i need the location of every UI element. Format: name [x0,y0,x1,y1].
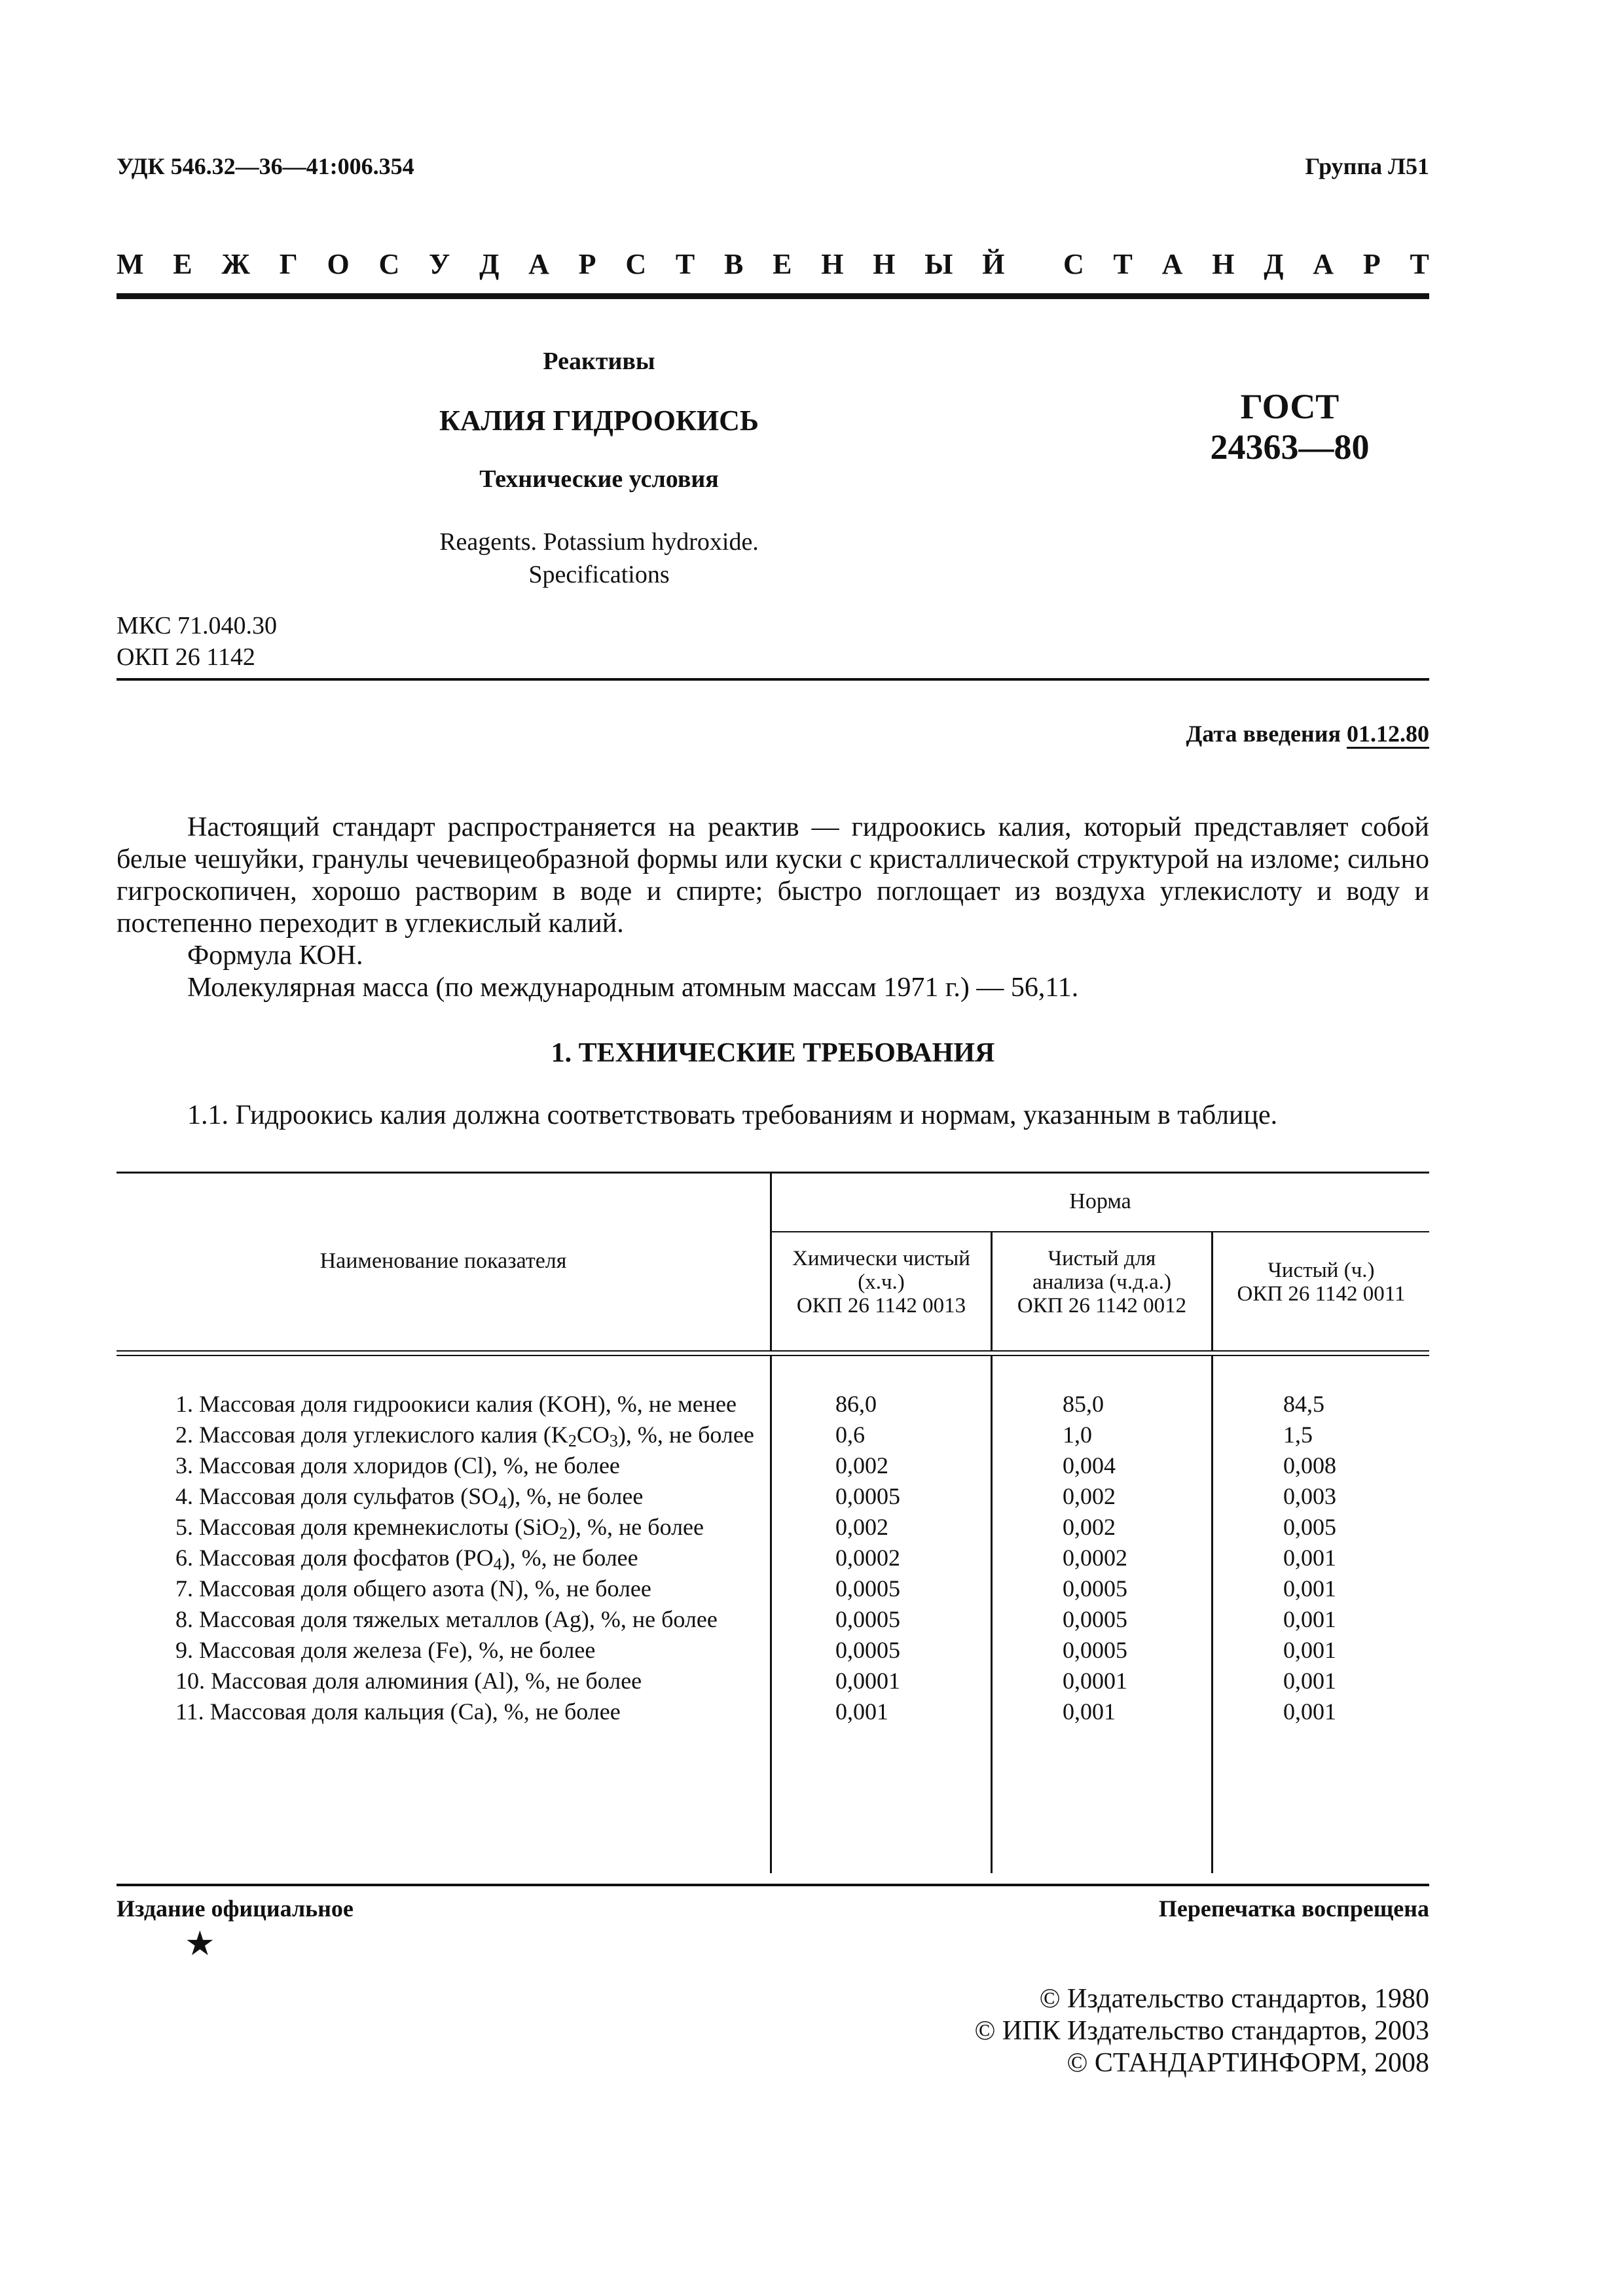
norm-value: 0,008 [1283,1452,1336,1479]
mks-code: МКС 71.040.30 [117,612,278,639]
group-code: Группа Л51 [1305,153,1429,179]
heading-letter: Д [1264,248,1284,280]
heading-letter: Е [773,248,792,280]
indicator-name: 3. Массовая доля хлоридов (Cl), %, не более [175,1452,620,1479]
copyright-line: © ИПК Издательство стандартов, 2003 [974,2016,1429,2046]
indicator-name: 8. Массовая доля тяжелых металлов (Ag), %, не более [175,1606,718,1632]
indicator-name: 2. Массовая доля углекислого калия $(K_2CO_3)$, %, не более [175,1422,754,1450]
grade-header-pure: Чистый (ч.) ОКП 26 1142 0011 [1237,1259,1406,1306]
english-title [340,526,858,591]
norm-value: 0,0002 [1063,1545,1127,1571]
star-icon: ★ [185,1926,215,1963]
standard-title: КАЛИЯ ГИДРООКИСЬ [439,404,759,437]
heading-letter: В [724,248,744,280]
heading-letter: С [1063,248,1084,280]
heading-letter: Ж [221,248,250,280]
indicator-name: 6. Массовая доля фосфатов $(PO_4)$, %, не более [175,1545,638,1573]
english-title-line1: Reagents. Potassium hydroxide. [439,528,759,556]
norm-value: 0,0005 [1063,1606,1127,1632]
norm-value: 0,001 [1283,1606,1336,1632]
norm-value: 0,002 [1063,1483,1116,1509]
heading-letter: Т [675,248,695,280]
heading-letter: Д [479,248,500,280]
scope-paragraph: Настоящий стандарт распространяется на реактив — гидроокись калия, который представляет собой белые чешуйки, гранулы чечевицеобразной формы или куски с кристаллической структурой на изломе; сильно гигроскопичен, хорошо растворим в воде и спирте; быстро поглощает из воздуха углекислоту и воду и постепенно переходит в углекислый калий. [117,812,1429,939]
norm-value: 0,001 [1283,1575,1336,1602]
norma-divider [771,1231,1429,1232]
heading-letter: Т [1113,248,1133,280]
heading-letter: Н [873,248,896,280]
norm-value: 0,002 [1063,1514,1116,1540]
norm-value: 0,001 [835,1698,888,1725]
official-edition: Издание официальное [117,1895,354,1922]
indicator-name: 4. Массовая доля сульфатов $(SO_4)$, %, не более [175,1483,644,1512]
heading-letter: Н [1212,248,1235,280]
norm-value: 0,004 [1063,1452,1116,1479]
scope-paragraphs [117,812,1429,1004]
norm-value: 0,0001 [1063,1668,1127,1694]
reagents-label: Реактивы [543,348,655,375]
table-divider [770,1356,772,1873]
heading-letter: Г [279,248,298,280]
norm-value: 0,001 [1283,1698,1336,1725]
heading-letter: Т [1410,248,1429,280]
norm-value: 0,005 [1283,1514,1336,1540]
table-row [117,1512,1429,1543]
heading-letter: У [429,248,450,280]
indicator-name: 10. Массовая доля алюминия (Al), %, не более [175,1668,642,1694]
heading-letter: О [327,248,350,280]
indicator-name: 11. Массовая доля кальция (Ca), %, не более [175,1698,621,1725]
formula-line: Формула КОН. [187,941,363,971]
table-row [117,1389,1429,1420]
table-header [117,1172,1429,1350]
reprint-prohibited: Перепечатка воспрещена [1158,1895,1429,1922]
norm-value: 0,0005 [1063,1575,1127,1602]
norm-value: 0,002 [835,1452,888,1479]
standard-subtitle: Технические условия [479,465,719,493]
norm-value: 0,0001 [835,1668,900,1694]
table-divider [1211,1356,1213,1873]
norm-value: 0,002 [835,1514,888,1540]
title-block-rule [117,678,1429,681]
table-row [117,1420,1429,1450]
heading-letter: А [1313,248,1334,280]
requirement-text: 1.1. Гидроокись калия должна соответствовать требованиям и нормам, указанным в таблице. [187,1100,1278,1130]
gost-label: ГОСТ [1240,387,1340,426]
indicator-name: 1. Массовая доля гидроокиси калия (KOH), %, не менее [175,1391,737,1417]
table-row [117,1696,1429,1727]
copyright-line: © Издательство стандартов, 1980 [1039,1984,1429,2014]
english-title-line2: Specifications [528,561,670,588]
norm-value: 0,001 [1283,1668,1336,1694]
indicator-name: 9. Массовая доля железа (Fe), %, не более [175,1637,596,1663]
okp-code: ОКП 26 1142 [117,643,255,671]
table-row [117,1604,1429,1635]
heading-letter: Р [1362,248,1381,280]
copyright-block [974,1983,1429,2079]
section-heading: 1. ТЕХНИЧЕСКИЕ ТРЕБОВАНИЯ [551,1038,995,1068]
heading-letter: Й [982,248,1005,280]
norm-value: 86,0 [835,1391,877,1417]
footer-rule [117,1884,1429,1886]
heading-letter: М [117,248,144,280]
introduction-date-value: 01.12.80 [1347,721,1429,747]
table-row [117,1543,1429,1573]
introduction-date [1186,720,1430,747]
norm-value: 0,0005 [835,1637,900,1663]
heading-letter: С [378,248,400,280]
classification-codes [117,610,277,673]
table-rows [117,1389,1429,1727]
column-header-name: Наименование показателя [319,1249,567,1273]
norm-value: 85,0 [1063,1391,1104,1417]
table-row [117,1635,1429,1666]
molar-mass-line: Молекулярная масса (по международным атомным массам 1971 г.) — 56,11. [187,973,1079,1003]
norm-value: 0,0005 [835,1606,900,1632]
norm-value: 0,001 [1283,1545,1336,1571]
heading-letter: Н [821,248,844,280]
introduction-date-label: Дата введения [1186,721,1341,747]
grade-header-analytical: Чистый для анализа (ч.д.а.) ОКП 26 1142 0012 [1017,1247,1187,1318]
requirements-table [117,1172,1429,1873]
norm-value: 0,0002 [835,1545,900,1571]
table-row [117,1666,1429,1696]
indicator-name: 5. Массовая доля кремнекислоты (SiO$_2$), %, не более [175,1514,704,1543]
grade-header-chemically-pure: Химически чистый (х.ч.) ОКП 26 1142 0013 [792,1247,970,1318]
norm-value: 0,001 [1283,1637,1336,1663]
heading-letter: А [528,248,549,280]
heading-letter: С [625,248,647,280]
heading-letter: А [1161,248,1183,280]
table-row [117,1573,1429,1604]
norm-value: 0,003 [1283,1483,1336,1509]
udk-code: УДК 546.32—36—41:006.354 [117,153,414,179]
gost-designation [1152,386,1427,467]
table-body [117,1356,1429,1873]
column-header-norma: Норма [1069,1189,1131,1213]
table-row [117,1450,1429,1481]
gost-number: 24363—80 [1210,427,1370,467]
table-divider [991,1356,993,1873]
copyright-line: © СТАНДАРТИНФОРМ, 2008 [1067,2048,1429,2078]
norm-value: 0,0005 [835,1575,900,1602]
heading-letter: Р [578,248,596,280]
interstate-standard-heading [117,247,1429,281]
norm-value: 0,6 [835,1422,865,1448]
norm-value: 1,0 [1063,1422,1092,1448]
norm-value: 0,0005 [835,1483,900,1509]
header-rule-1 [117,1350,1429,1352]
header-rule [117,293,1429,299]
heading-letter: Е [173,248,192,280]
norm-value: 84,5 [1283,1391,1324,1417]
norm-value: 0,0005 [1063,1637,1127,1663]
norm-value: 1,5 [1283,1422,1313,1448]
norm-value: 0,001 [1063,1698,1116,1725]
heading-letter: Ы [924,248,953,280]
indicator-name: 7. Массовая доля общего азота (N), %, не более [175,1575,651,1602]
table-row [117,1481,1429,1512]
